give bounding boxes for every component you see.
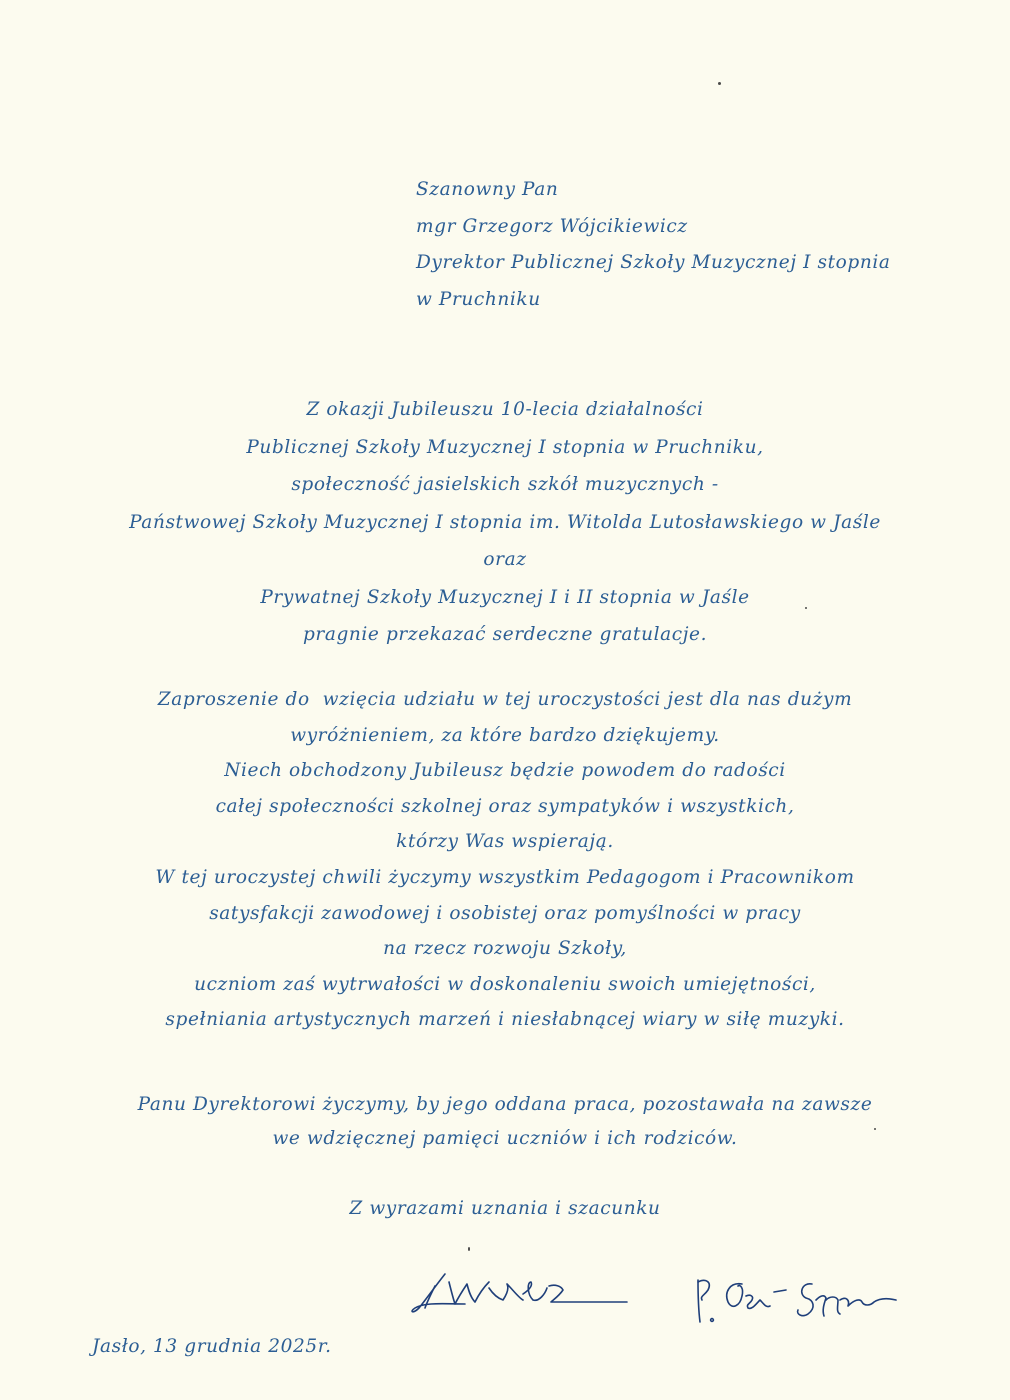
text-line: całej społeczności szkolnej oraz sympatyków i wszystkich, (215, 795, 795, 817)
closing-phrase (0, 1194, 1010, 1224)
text-line: Państwowej Szkoły Muzycznej I stopnia im. Witolda Lutosławskiego w Jaśle (129, 511, 881, 533)
signature-left (405, 1268, 635, 1320)
text-line: społeczność jasielskich szkół muzycznych - (291, 474, 719, 495)
text-line: spełniania artystycznych marzeń i niesłabnącej wiary w siłę muzyki. (165, 1009, 845, 1031)
text-line: pragnie przekazać serdeczne gratulacje. (302, 624, 708, 645)
date-place: Jasło, 13 grudnia 2025r. (92, 1336, 332, 1357)
addressee-title: Dyrektor Publicznej Szkoły Muzycznej I stopnia (416, 252, 891, 273)
intro-paragraph (0, 391, 1010, 654)
paper-speck (468, 1247, 470, 1251)
text-line: na rzecz rozwoju Szkoły, (383, 938, 627, 960)
text-line: którzy Was wspierają. (396, 831, 614, 853)
text-line: Publicznej Szkoły Muzycznej I stopnia w Pruchniku, (246, 436, 764, 458)
wishes-paragraph (0, 682, 1010, 1038)
addressee-salutation: Szanowny Pan (416, 179, 559, 200)
text-line: satysfakcji zawodowej i osobistej oraz pomyślności w pracy (209, 902, 801, 924)
text-line: W tej uroczystej chwili życzymy wszystkim Pedagogom i Pracownikom (155, 866, 855, 888)
signature-right (690, 1270, 905, 1330)
text-line: Z okazji Jubileuszu 10-lecia działalności (306, 399, 704, 420)
text-line: Panu Dyrektorowi życzymy, by jego oddana praca, pozostawała na zawsze (137, 1094, 873, 1115)
text-line: wyróżnieniem, za które bardzo dziękujemy. (290, 724, 720, 746)
text-line: uczniom zaś wytrwałości w doskonaleniu swoich umiejętności, (194, 973, 816, 995)
text-line: Prywatnej Szkoły Muzycznej I i II stopnia w Jaśle (260, 586, 750, 608)
addressee-location: w Pruchniku (416, 288, 541, 310)
text-line: oraz (483, 549, 527, 570)
addressee-block (416, 172, 891, 318)
closing-text: Z wyrazami uznania i szacunku (349, 1198, 661, 1219)
text-line: we wdzięcznej pamięci uczniów i ich rodziców. (272, 1128, 738, 1149)
director-wish-paragraph (0, 1088, 1010, 1156)
addressee-name: mgr Grzegorz Wójcikiewicz (416, 215, 688, 237)
text-line: Zaproszenie do wzięcia udziału w tej uroczystości jest dla nas dużym (157, 689, 853, 710)
text-line: Niech obchodzony Jubileusz będzie powodem do radości (224, 760, 786, 782)
paper-speck (718, 82, 721, 85)
